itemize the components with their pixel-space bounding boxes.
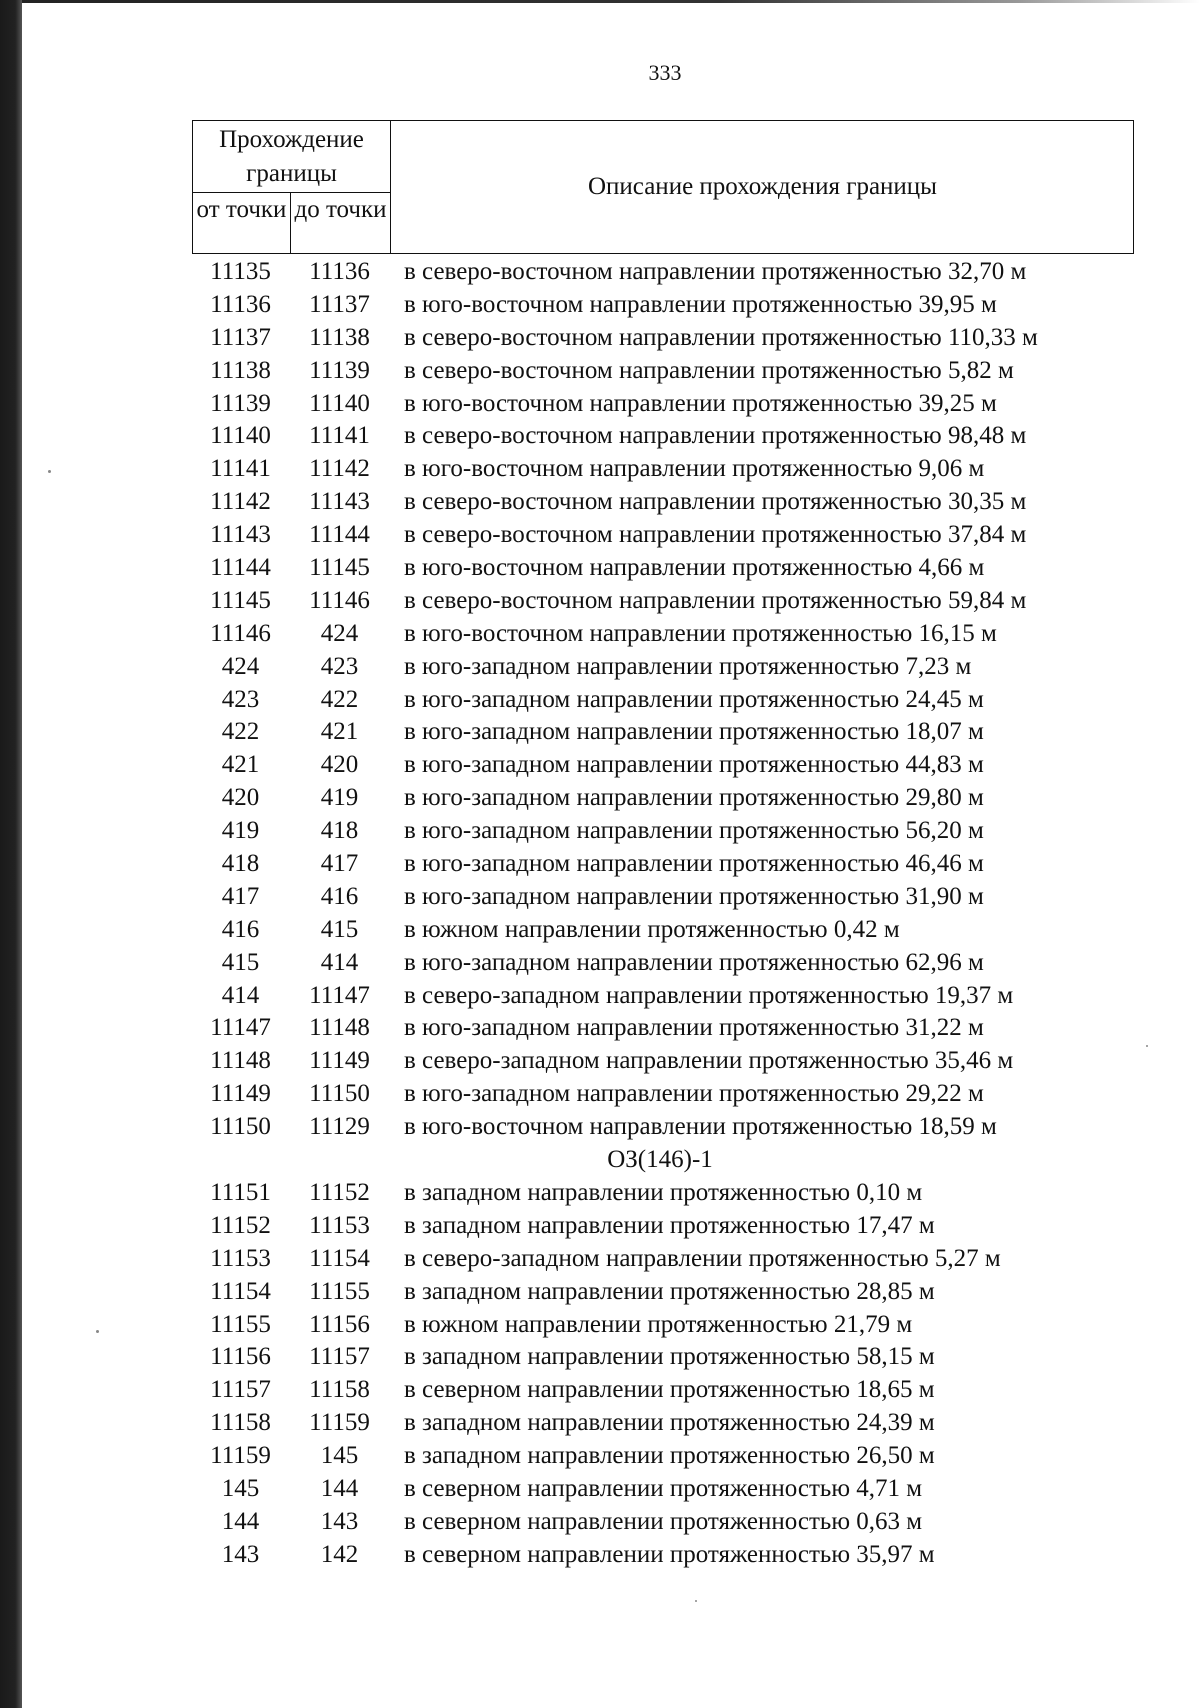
description-cell: в северо-восточном направлении протяженностью 5,82 м (404, 356, 1014, 384)
description-cell: в северо-западном направлении протяженностью 19,37 м (404, 981, 1014, 1009)
description-cell: в северо-восточном направлении протяженностью 32,70 м (404, 258, 1027, 285)
table-row (0, 1440, 1200, 1473)
from-point-cell: 418 (221, 850, 260, 878)
description-cell: в западном направлении протяженностью 0,10 м (404, 1178, 923, 1206)
from-point-cell: 145 (221, 1474, 260, 1502)
description-cell: в юго-западном направлении протяженностью 56,20 м (404, 817, 984, 845)
page-number: 333 (648, 60, 682, 85)
table-row (0, 815, 1200, 848)
description-cell: в западном направлении протяженностью 17,47 м (404, 1211, 935, 1239)
description-cell: в юго-западном направлении протяженностью 24,45 м (404, 685, 984, 713)
description-cell: в западном направлении протяженностью 28,85 м (404, 1277, 935, 1305)
to-point-cell: 11156 (309, 1310, 370, 1338)
description-cell: в юго-западном направлении протяженностью 44,83 м (404, 751, 984, 779)
scan-edge-top (0, 0, 1200, 3)
to-point-cell: 421 (320, 718, 359, 746)
description-cell: в западном направлении протяженностью 24,39 м (404, 1409, 935, 1437)
table-row (0, 651, 1200, 684)
from-point-cell: 421 (221, 751, 260, 779)
to-point-cell: 11129 (309, 1113, 370, 1141)
description-cell: в юго-восточном направлении протяженностью 18,59 м (404, 1113, 997, 1141)
from-point-cell: 424 (221, 652, 260, 680)
to-point-cell: 11145 (309, 554, 370, 582)
description-cell: в западном направлении протяженностью 58,15 м (404, 1343, 935, 1371)
to-point-cell: 145 (320, 1442, 359, 1470)
to-point-cell: 11153 (309, 1211, 370, 1239)
to-point-cell: 11154 (309, 1244, 370, 1272)
table-row (0, 256, 1200, 289)
description-cell: в юго-западном направлении протяженностью 29,22 м (404, 1080, 984, 1108)
table-row (0, 1539, 1200, 1572)
table-row (0, 716, 1200, 749)
to-point-cell: 414 (320, 948, 359, 976)
table-row (0, 848, 1200, 881)
from-point-cell: 417 (221, 882, 260, 910)
from-point-cell: 11150 (210, 1113, 271, 1141)
from-point-cell: 11158 (210, 1409, 271, 1437)
from-point-cell: 11136 (210, 290, 271, 318)
description-cell: в юго-восточном направлении протяженностью 4,66 м (404, 554, 985, 582)
description-cell: в юго-восточном направлении протяженностью 39,95 м (404, 290, 997, 318)
description-cell: в северо-восточном направлении протяженностью 30,35 м (404, 488, 1027, 516)
description-cell: в юго-западном направлении протяженностью 62,96 м (404, 948, 984, 976)
description-cell: в северо-восточном направлении протяженностью 59,84 м (404, 586, 1027, 614)
from-point-cell: 414 (221, 981, 260, 1009)
table-row (0, 1407, 1200, 1440)
table-row (0, 289, 1200, 322)
from-point-cell: 11139 (210, 389, 271, 417)
table-row (0, 618, 1200, 651)
from-point-cell: 144 (221, 1507, 260, 1535)
to-point-cell: 418 (320, 817, 359, 845)
description-cell: в юго-западном направлении протяженностью 31,22 м (404, 1014, 984, 1042)
description-cell: в юго-западном направлении протяженностью 18,07 м (404, 718, 984, 746)
scan-speck (695, 1600, 697, 1602)
section-heading-row (0, 1144, 1200, 1177)
header-description: Описание прохождения границы (588, 173, 937, 200)
to-point-cell: 11141 (309, 422, 370, 450)
header-passage: Прохождение границы (219, 126, 364, 187)
description-cell: в северо-восточном направлении протяженностью 37,84 м (404, 521, 1027, 549)
from-point-cell: 11138 (210, 356, 271, 384)
table-row (0, 684, 1200, 717)
from-point-cell: 11146 (210, 619, 271, 647)
to-point-cell: 11159 (309, 1409, 370, 1437)
table-row (0, 585, 1200, 618)
description-cell: в южном направлении протяженностью 0,42 м (404, 915, 900, 943)
from-point-cell: 11147 (210, 1014, 271, 1042)
from-point-cell: 422 (221, 718, 260, 746)
table-row (0, 881, 1200, 914)
table-row (0, 322, 1200, 355)
to-point-cell: 11155 (309, 1277, 370, 1305)
to-point-cell: 423 (320, 652, 359, 680)
table-row (0, 1045, 1200, 1078)
table-row (0, 519, 1200, 552)
to-point-cell: 11138 (309, 323, 370, 351)
description-cell: в юго-западном направлении протяженностью 7,23 м (404, 652, 972, 680)
from-point-cell: 415 (221, 948, 260, 976)
table-row (0, 388, 1200, 421)
table-row (0, 1111, 1200, 1144)
to-point-cell: 424 (320, 619, 359, 647)
from-point-cell: 11152 (210, 1211, 271, 1239)
description-cell: в северо-восточном направлении протяженностью 110,33 м (404, 323, 1038, 351)
from-point-cell: 11137 (210, 323, 271, 351)
to-point-cell: 11136 (309, 258, 370, 285)
to-point-cell: 11142 (309, 455, 370, 483)
from-point-cell: 11151 (210, 1178, 271, 1206)
description-cell: в юго-восточном направлении протяженностью 39,25 м (404, 389, 997, 417)
from-point-cell: 11140 (210, 422, 271, 450)
to-point-cell: 11152 (309, 1178, 370, 1206)
table-row (0, 355, 1200, 388)
scan-speck (1146, 1045, 1148, 1047)
to-point-cell: 419 (320, 784, 359, 812)
table-row (0, 782, 1200, 815)
from-point-cell: 11142 (210, 488, 271, 516)
description-cell: в юго-западном направлении протяженностью 29,80 м (404, 784, 984, 812)
from-point-cell: 11156 (210, 1343, 271, 1371)
table-row (0, 1177, 1200, 1210)
from-point-cell: 11157 (210, 1376, 271, 1404)
from-point-cell: 423 (221, 685, 260, 713)
header-to-point: до точки (294, 196, 387, 223)
to-point-cell: 11150 (309, 1080, 370, 1108)
description-cell: в юго-западном направлении протяженностью 46,46 м (404, 850, 984, 878)
to-point-cell: 415 (320, 915, 359, 943)
table-body (0, 256, 1200, 1572)
header-from-point: от точки (196, 196, 287, 223)
from-point-cell: 416 (221, 915, 260, 943)
table-row (0, 914, 1200, 947)
header-divider (390, 121, 391, 253)
description-cell: в северо-западном направлении протяженностью 5,27 м (404, 1244, 1001, 1272)
table-row (0, 947, 1200, 980)
table-row (0, 1243, 1200, 1276)
to-point-cell: 11157 (309, 1343, 370, 1371)
section-heading: ОЗ(146)-1 (607, 1146, 713, 1174)
to-point-cell: 417 (320, 850, 359, 878)
to-point-cell: 11143 (309, 488, 370, 516)
table-row (0, 1012, 1200, 1045)
header-divider (290, 192, 291, 253)
from-point-cell: 11141 (210, 455, 271, 483)
from-point-cell: 11153 (210, 1244, 271, 1272)
to-point-cell: 11149 (309, 1047, 370, 1075)
table-row (0, 486, 1200, 519)
table-row (0, 1506, 1200, 1539)
to-point-cell: 142 (320, 1540, 359, 1568)
from-point-cell: 11143 (210, 521, 271, 549)
to-point-cell: 143 (320, 1507, 359, 1535)
to-point-cell: 11146 (309, 586, 370, 614)
table-row (0, 453, 1200, 486)
to-point-cell: 11148 (309, 1014, 370, 1042)
description-cell: в северо-восточном направлении протяженностью 98,48 м (404, 422, 1027, 450)
to-point-cell: 11144 (309, 521, 370, 549)
description-cell: в северном направлении протяженностью 35,97 м (404, 1540, 935, 1568)
table-row (0, 1210, 1200, 1243)
to-point-cell: 416 (320, 882, 359, 910)
table-row (0, 1309, 1200, 1342)
from-point-cell: 11149 (210, 1080, 271, 1108)
description-cell: в южном направлении протяженностью 21,79 м (404, 1310, 913, 1338)
from-point-cell: 11144 (210, 554, 271, 582)
scan-speck (96, 1330, 99, 1333)
description-cell: в юго-западном направлении протяженностью 31,90 м (404, 882, 984, 910)
from-point-cell: 11148 (210, 1047, 271, 1075)
table-row (0, 1473, 1200, 1506)
to-point-cell: 144 (320, 1474, 359, 1502)
table-row (0, 1341, 1200, 1374)
to-point-cell: 11147 (309, 981, 370, 1009)
from-point-cell: 419 (221, 817, 260, 845)
to-point-cell: 11158 (309, 1376, 370, 1404)
table-row (0, 1276, 1200, 1309)
table-row (0, 1078, 1200, 1111)
description-cell: в юго-восточном направлении протяженностью 9,06 м (404, 455, 985, 483)
to-point-cell: 422 (320, 685, 359, 713)
table-header (192, 120, 1134, 254)
from-point-cell: 11155 (210, 1310, 271, 1338)
description-cell: в северо-западном направлении протяженностью 35,46 м (404, 1047, 1014, 1075)
from-point-cell: 11159 (210, 1442, 271, 1470)
to-point-cell: 11140 (309, 389, 370, 417)
description-cell: в западном направлении протяженностью 26,50 м (404, 1442, 935, 1470)
scan-speck (48, 470, 51, 473)
table-row (0, 980, 1200, 1013)
table-row (0, 749, 1200, 782)
from-point-cell: 143 (221, 1540, 260, 1568)
header-divider (193, 192, 390, 193)
from-point-cell: 11135 (210, 258, 271, 285)
to-point-cell: 420 (320, 751, 359, 779)
table-row (0, 1374, 1200, 1407)
description-cell: в северном направлении протяженностью 18,65 м (404, 1376, 935, 1404)
from-point-cell: 420 (221, 784, 260, 812)
description-cell: в северном направлении протяженностью 4,71 м (404, 1474, 923, 1502)
to-point-cell: 11139 (309, 356, 370, 384)
to-point-cell: 11137 (309, 290, 370, 318)
from-point-cell: 11145 (210, 586, 271, 614)
description-cell: в северном направлении протяженностью 0,63 м (404, 1507, 923, 1535)
from-point-cell: 11154 (210, 1277, 271, 1305)
description-cell: в юго-восточном направлении протяженностью 16,15 м (404, 619, 997, 647)
table-row (0, 552, 1200, 585)
table-row (0, 420, 1200, 453)
